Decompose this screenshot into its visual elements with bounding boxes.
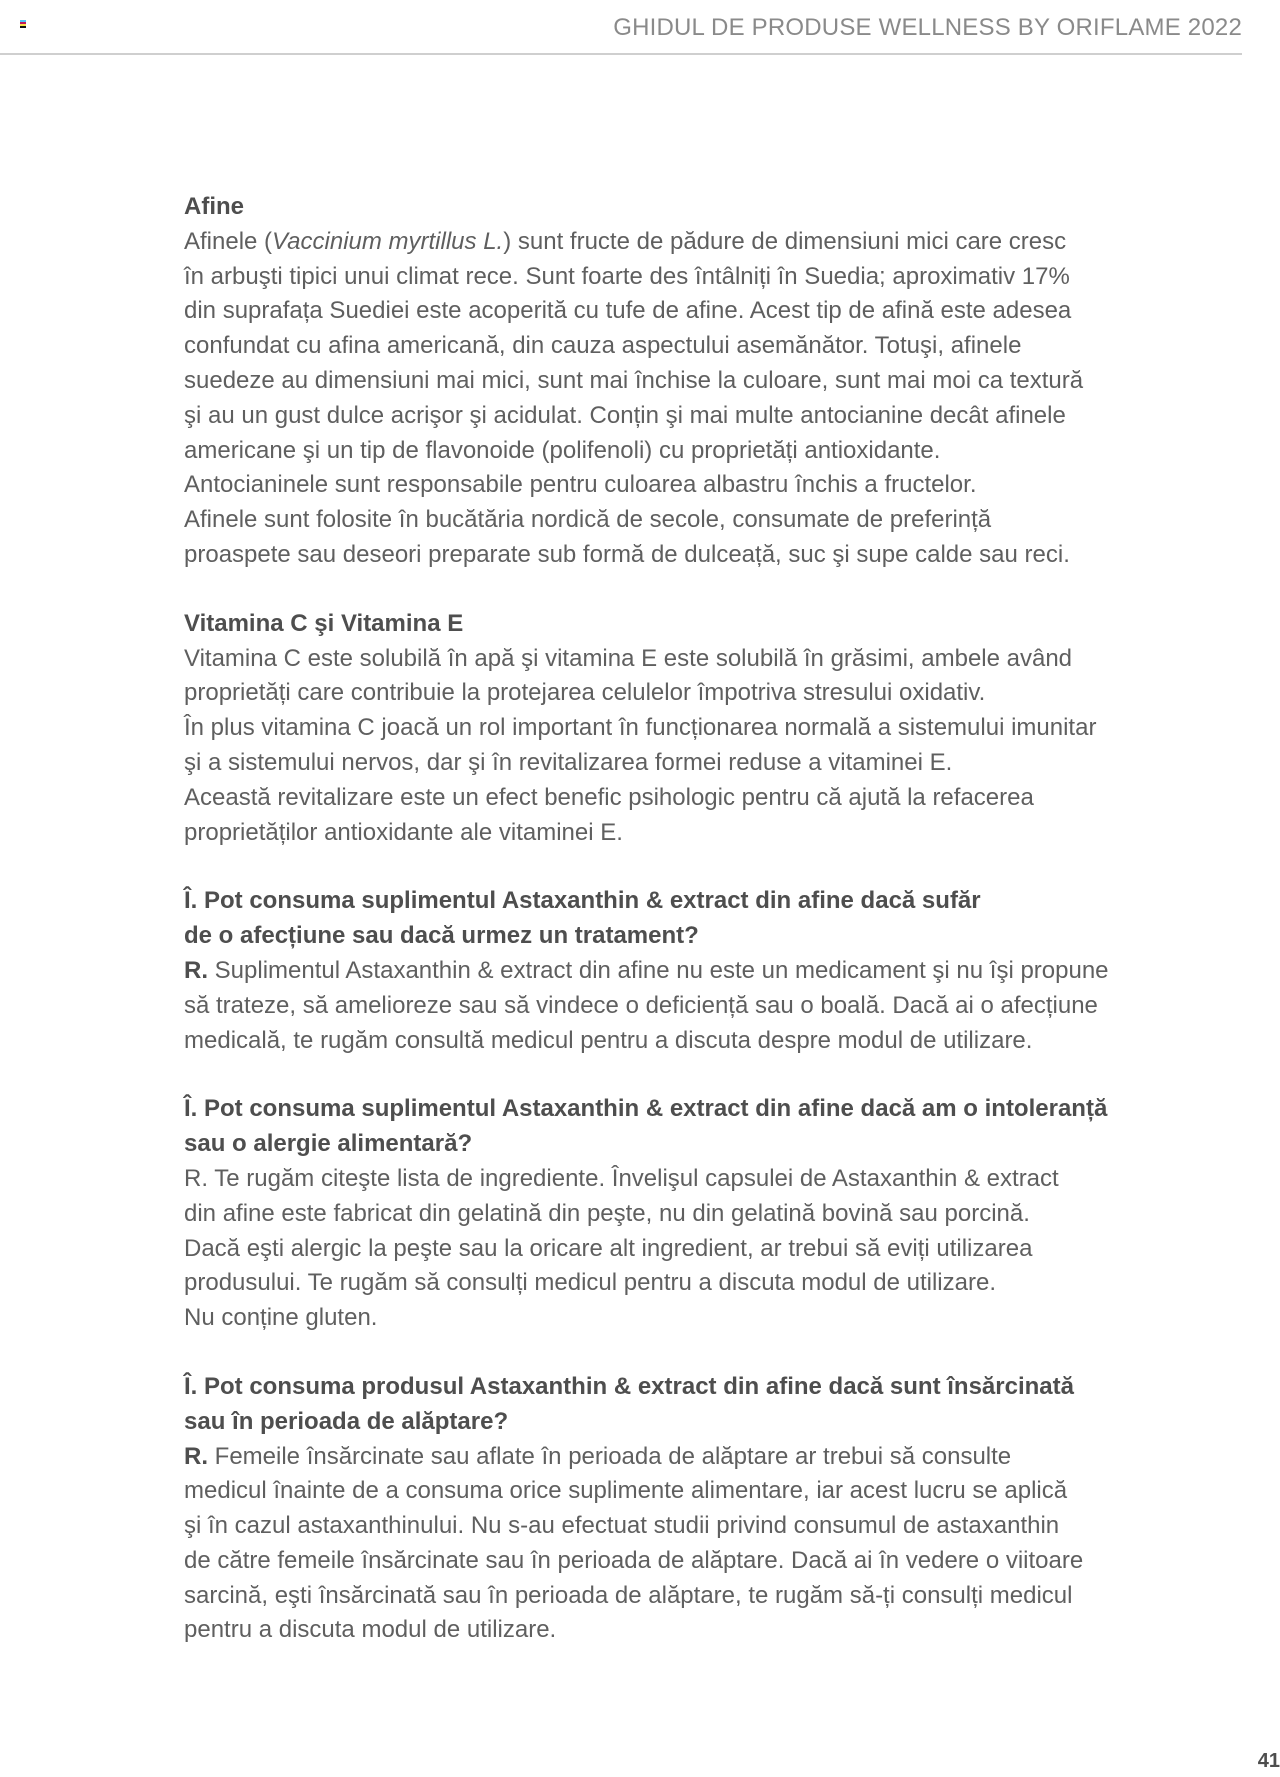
section-heading: Afine [184,193,244,220]
text-span: Suplimentul Astaxanthin & extract din afine nu este un medicament şi nu îşi propune [208,956,1109,984]
paragraph-line: din suprafața Suediei este acoperită cu tufe de afine. Acest tip de afină este adesea [184,297,1072,325]
paragraph-line: confundat cu afina americană, din cauza aspectului asemănător. Totuşi, afinele [184,332,1022,360]
paragraph-line: proprietăților antioxidante ale vitaminei E. [184,818,623,846]
paragraph-line: Afinele sunt folosite în bucătăria nordică de secole, consumate de preferință [184,506,992,534]
text-span: Afinele ( [184,227,273,255]
faq-answer-line: Nu conține gluten. [184,1304,378,1332]
faq-answer-line: Dacă eşti alergic la peşte sau la oricare alt ingredient, ar trebui să eviți utilizarea [184,1234,1033,1262]
faq-answer-line [184,954,1214,989]
text-span: ) sunt fructe de pădure de dimensiuni mici care cresc [503,227,1067,255]
faq-item-medical-condition [184,884,1214,1058]
paragraph-line: şi au un gust dulce acrişor şi acidulat. Conțin şi mai multe antocianine decât afinele [184,401,1066,429]
faq-answer-line [184,1440,1214,1475]
paragraph-line: suedeze au dimensiuni mai mici, sunt mai închise la culoare, sunt mai moi ca textură [184,366,1084,394]
paragraph-line: în arbuşti tipici unui climat rece. Sunt foarte des întâlniți în Suedia; aproximativ 17% [184,262,1070,290]
paragraph-line: Antocianinele sunt responsabile pentru culoarea albastru închis a fructelor. [184,471,977,499]
answer-label: R. [184,956,208,984]
paragraph-line: Vitamina C este solubilă în apă şi vitamina E este solubilă în grăsimi, ambele având [184,644,1073,672]
faq-question: Î. Pot consuma suplimentul Astaxanthin & extract din afine dacă sufăr [184,887,981,915]
print-registration-mark [20,20,26,28]
faq-answer-line: din afine este fabricat din gelatină din peşte, nu din gelatină bovină sau porcină. [184,1199,1030,1227]
faq-question: Î. Pot consuma produsul Astaxanthin & extract din afine dacă sunt însărcinată [184,1372,1074,1400]
faq-answer-line: produsului. Te rugăm să consulți medicul pentru a discuta modul de utilizare. [184,1269,996,1297]
faq-answer-line: de către femeile însărcinate sau în perioada de alăptare. Dacă ai în vedere o viitoare [184,1546,1084,1574]
header-divider [0,53,1242,55]
answer-label: R. [184,1442,208,1470]
faq-question: de o afecțiune sau dacă urmez un tratament? [184,922,699,950]
paragraph-line: Această revitalizare este un efect benefic psihologic pentru că ajută la refacerea [184,783,1034,811]
paragraph-line: În plus vitamina C joacă un rol important în funcționarea normală a sistemului imunitar [184,714,1097,742]
text-span: Femeile însărcinate sau aflate în perioada de alăptare ar trebui să consulte [208,1442,1012,1470]
paragraph-line: proaspete sau deseori preparate sub formă de dulceață, suc şi supe calde sau reci. [184,540,1070,568]
faq-answer-line: şi în cazul astaxanthinului. Nu s-au efectuat studii privind consumul de astaxanthin [184,1512,1060,1540]
page-number: 41 [1257,1750,1280,1772]
paragraph-line: americane şi un tip de flavonoide (polifenoli) cu proprietăți antioxidante. [184,436,941,464]
page-content [184,190,1214,1682]
faq-item-pregnancy [184,1370,1214,1648]
faq-question: sau o alergie alimentară? [184,1130,473,1158]
reg-black [20,26,26,28]
paragraph-line [184,225,1214,260]
faq-question: Î. Pot consuma suplimentul Astaxanthin & extract din afine dacă am o intoleranță [184,1095,1108,1123]
faq-answer-line: R. Te rugăm citeşte lista de ingrediente. Învelişul capsulei de Astaxanthin & extract [184,1164,1059,1192]
paragraph-line: proprietăți care contribuie la protejarea celulelor împotriva stresului oxidativ. [184,679,986,707]
faq-answer-line: să trateze, să amelioreze sau să vindece o deficiență sau o boală. Dacă ai o afecțiune [184,991,1098,1019]
paragraph-line: şi a sistemului nervos, dar şi în revitalizarea formei reduse a vitaminei E. [184,748,953,776]
faq-answer-line: pentru a discuta modul de utilizare. [184,1616,557,1644]
latin-name: Vaccinium myrtillus L. [272,227,504,255]
document-header-title: GHIDUL DE PRODUSE WELLNESS BY ORIFLAME 2022 [613,14,1242,41]
faq-question: sau în perioada de alăptare? [184,1407,509,1435]
section-vitamins [184,607,1214,851]
faq-answer-line: medicul înainte de a consuma orice suplimente alimentare, iar acest lucru se aplică [184,1477,1068,1505]
section-heading: Vitamina C şi Vitamina E [184,609,464,637]
faq-answer-line: sarcină, eşti însărcinată sau în perioada de alăptare, te rugăm să-ți consulți medicul [184,1581,1073,1609]
faq-answer-line: medicală, te rugăm consultă medicul pentru a discuta despre modul de utilizare. [184,1026,1033,1054]
section-afine [184,190,1214,573]
faq-item-allergy [184,1092,1214,1336]
